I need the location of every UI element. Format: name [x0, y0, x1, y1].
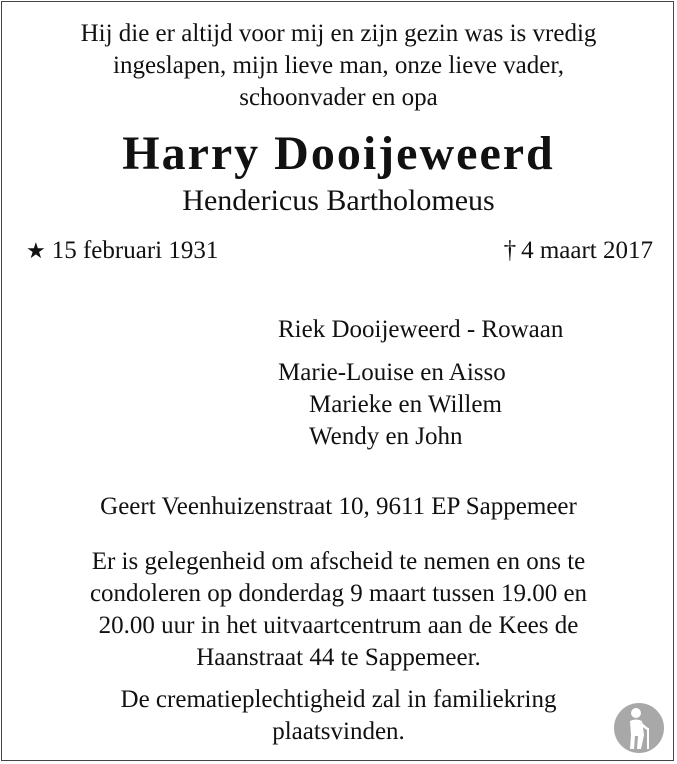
memorial-figure-icon [613, 702, 665, 754]
notice-line: Er is gelegenheid om afscheid te nemen en ons te [91, 548, 586, 575]
cremation-line: De crematieplechtigheid zal in familiekring [120, 686, 557, 713]
intro-line: ingeslapen, mijn lieve man, onze lieve vader, [113, 52, 564, 79]
family-member: Wendy en John [309, 423, 463, 450]
family-member: Marie-Louise en Aisso [278, 359, 506, 386]
deceased-name: Harry Dooijeweerd [122, 127, 555, 180]
star-icon: ★ [26, 238, 46, 263]
cremation-line: plaatsvinden. [272, 718, 405, 745]
family-member-spouse: Riek Dooijeweerd - Rowaan [278, 316, 564, 343]
intro-text [0, 18, 677, 114]
birth-date [26, 235, 218, 267]
cremation-notice [0, 684, 677, 748]
intro-line: Hij die er altijd voor mij en zijn gezin was is vredig [80, 20, 597, 47]
birth-date-text: 15 februari 1931 [51, 237, 219, 264]
family-member: Marieke en Willem [309, 391, 502, 418]
condolence-notice [0, 546, 677, 674]
notice-line: condoleren op donderdag 9 maart tussen 19.00 en [89, 580, 588, 607]
cross-icon: † [503, 237, 517, 264]
deceased-given-names: Hendericus Bartholomeus [182, 184, 495, 217]
notice-line: Haanstraat 44 te Sappemeer. [196, 644, 481, 671]
notice-line: 20.00 uur in het uitvaartcentrum aan de Kees de [98, 612, 579, 639]
intro-line: schoonvader en opa [239, 84, 438, 111]
death-date-text: 4 maart 2017 [521, 237, 653, 264]
death-date [504, 235, 653, 267]
home-address: Geert Veenhuizenstraat 10, 9611 EP Sappemeer [100, 493, 577, 520]
